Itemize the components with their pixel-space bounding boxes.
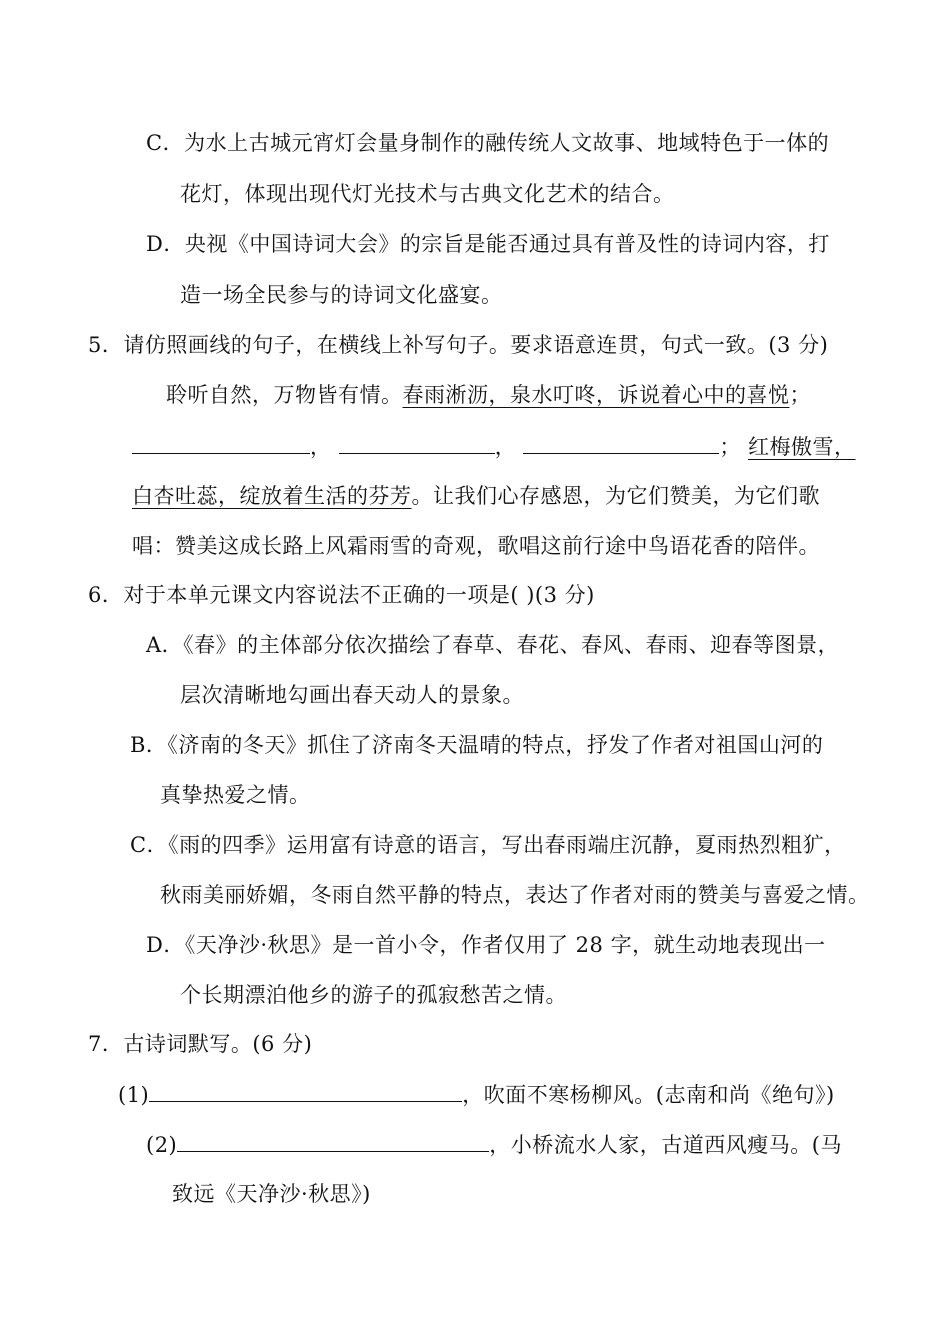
q5-stem: 5．请仿照画线的句子，在横线上补写句子。要求语意连贯，句式一致。(3 分) xyxy=(88,333,829,357)
q5-paragraph-line3 xyxy=(132,481,820,511)
q7-answer-blank-2[interactable] xyxy=(177,1129,489,1152)
q6-option-b-line2: 真挚热爱之情。 xyxy=(160,783,311,807)
q6-option-c-line1: C．《雨的四季》运用富有诗意的语言，写出春雨端庄沉静，夏雨热烈粗犷， xyxy=(130,833,846,857)
q7-item-1-number: (1) xyxy=(118,1083,150,1107)
q5-answer-blank-3[interactable] xyxy=(523,431,719,454)
q4-option-c-line2: 花灯，体现出现代灯光技术与古典文化艺术的结合。 xyxy=(180,182,675,206)
q7-item-2-number: (2) xyxy=(146,1133,178,1157)
q5-semicolon: ； xyxy=(789,383,811,407)
q5-paragraph-text: 。让我们心存感恩，为它们赞美，为它们歌 xyxy=(411,484,820,508)
q4-option-d-line2: 造一场全民参与的诗词文化盛宴。 xyxy=(180,283,503,307)
q7-item-1 xyxy=(118,1079,835,1110)
q7-stem: 7．古诗词默写。(6 分) xyxy=(88,1032,313,1056)
q7-answer-blank-1[interactable] xyxy=(149,1079,462,1102)
q6-option-a-line1: A．《春》的主体部分依次描绘了春草、春花、春风、春雨、迎春等图景， xyxy=(146,633,840,657)
q5-comma: ， xyxy=(310,435,332,459)
q5-underlined-sentence-cont: 白杏吐蕊，绽放着生活的芬芳 xyxy=(132,484,412,508)
q4-option-d-line1: D．央视《中国诗词大会》的宗旨是能否通过具有普及性的诗词内容，打 xyxy=(146,232,830,256)
q5-paragraph-line4: 唱：赞美这成长路上风霜雨雪的奇观，歌唱这前行途中鸟语花香的陪伴。 xyxy=(132,534,820,558)
q5-paragraph-line1 xyxy=(166,380,811,410)
q5-semicolon: ； xyxy=(719,435,741,459)
q6-option-d-line2: 个长期漂泊他乡的游子的孤寂愁苦之情。 xyxy=(180,983,567,1007)
q4-option-c-line1: C．为水上古城元宵灯会量身制作的融传统人文故事、地域特色于一体的 xyxy=(146,131,830,155)
q7-item-1-text: ，吹面不寒杨柳风。(志南和尚《绝句》) xyxy=(462,1083,835,1107)
q6-option-c-line2: 秋雨美丽娇媚，冬雨自然平静的特点，表达了作者对雨的赞美与喜爱之情。 xyxy=(160,883,870,907)
q6-option-d-line1: D．《天净沙·秋思》是一首小令，作者仅用了 28 字，就生动地表现出一 xyxy=(146,933,826,957)
q7-item-2 xyxy=(146,1129,842,1160)
q7-item-2-line2: 致远《天净沙·秋思》) xyxy=(172,1182,371,1206)
q5-intro-text: 聆听自然，万物皆有情。 xyxy=(166,383,403,407)
q5-model-sentence: 春雨淅沥，泉水叮咚，诉说着心中的喜悦 xyxy=(402,383,790,407)
q7-item-2-text: ，小桥流水人家，古道西风瘦马。(马 xyxy=(489,1133,842,1157)
q5-paragraph-line2 xyxy=(132,431,856,462)
q5-comma: ， xyxy=(494,435,517,459)
q6-option-b-line1: B．《济南的冬天》抓住了济南冬天温晴的特点，抒发了作者对祖国山河的 xyxy=(130,733,824,757)
q5-answer-blank-2[interactable] xyxy=(339,431,495,454)
q6-stem: 6．对于本单元课文内容说法不正确的一项是( )(3 分) xyxy=(88,583,595,607)
q5-underlined-sentence: 红梅傲雪， xyxy=(748,435,856,459)
q6-option-a-line2: 层次清晰地勾画出春天动人的景象。 xyxy=(180,683,524,707)
q5-answer-blank-1[interactable] xyxy=(132,431,310,454)
